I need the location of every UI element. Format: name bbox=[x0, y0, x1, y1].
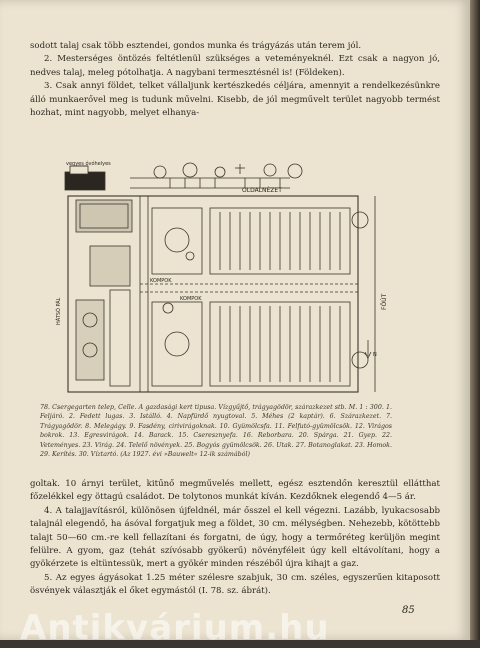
watermark: Antikvárium.hu bbox=[20, 608, 330, 648]
page-number: 85 bbox=[402, 605, 415, 616]
side-view-elevation bbox=[130, 163, 302, 188]
side-view-label: OLDALNÉZET bbox=[242, 187, 282, 194]
upper-beds bbox=[210, 208, 350, 274]
paragraph: 4. A talajjavításról, különösen újfeldnél, már ősszel el kell végezni. Lazább, lyukacsosabb talajnál elegendő, ha ásóval forgatjuk meg a földet, 30 cm. mélységben. Nehezebb, kötöttebb talajt 50—60 cm.-re kell fellazítani és forgatni, de úgy, hogy a termőréteg kerüljön megint felülre. A gyom, gaz (tehát szívósabb gyökerű) növényféleit úgy kell eltávolítani, hogy a gyökérzete is eltüntessük, mert a gyökér minden részéből újra kihajt a gaz. bbox=[30, 505, 440, 570]
front-road-label: FÖÚT bbox=[381, 293, 388, 310]
text-block-bottom bbox=[30, 478, 440, 599]
text-block-top bbox=[30, 40, 440, 120]
lower-beds bbox=[210, 302, 350, 386]
paragraph: goltak. 10 árnyi terület, kitűnő megművelés mellett, egész esztendőn keresztül ellátthat főzelékkel egy öttagú családot. De tolytonos munkát kíván. Kezdőknek elegendő 4—5 ár. bbox=[30, 479, 440, 503]
back-path-label: HÁTSÓ PÁL bbox=[56, 297, 62, 325]
paragraph: sodott talaj csak több esztendei, gondos munka és trágyázás után terem jól. bbox=[30, 41, 362, 51]
paragraph: 5. Az egyes ágyásokat 1.25 méter szélesre szabjuk, 30 cm. széles, egyszerűen kitaposott ösvények választják el őket egymástól (I. 78. sz. ábrát). bbox=[30, 572, 440, 597]
book-spine-edge bbox=[470, 0, 480, 640]
shed-label: vegyes óvóhelyes bbox=[66, 161, 111, 167]
paragraph: 3. Csak annyi földet, telket vállaljunk kertészkedés céljára, amennyit a rendelkezésünkre álló munkaerővel meg is tudunk művelni. Kisebb, de jól megművelt terület nagyobb termést hozhat, mint nagyobb, melyet elhanya- bbox=[30, 81, 440, 119]
compost-label: KOMPOK bbox=[150, 278, 172, 284]
paragraph: 2. Mesterséges öntözés feltétlenül szükséges a veteményeknél. Ezt csak a nagyon jó, nedves talaj, meleg pótolhatja. A nagybani termesztésnél is! (Földeken). bbox=[30, 54, 440, 78]
shed-sketch bbox=[65, 166, 105, 190]
north-label: N bbox=[373, 352, 377, 358]
figure-caption: 78. Csergegarten telep, Celle. A gazdasági kert tipusa. Vízgyűjtő, trágyagödör, szárazkezet stb. M. 1 : 300. 1. Feljáró. 2. Fedett lugas. 3. Istálló. 4. Napfürdő nyugtoval. 5. Méhes (2 kaptár). 6. Szárazkezet. 7. Trágyagödör. 8. Melegágy. 9. Fasdény, cirivirágoknak. 10. Gyümölcsfa. 11. Felfutó-gyümölcsök. 12. Virágos bokrok. 13. Egresvirágok. 14. Barack. 15. Cseresznyefa. 16. Reborbara. 20. Spárga. 21. Gyep. 22. Veteményes. 23. Virág. 24. Telelő növények. 25. Bogyós gyümölcsök. 26. Utak. 27. Botanoglakat. 23. Homok. 29. Kerítés. 30. Víztartó. (Az 1927. évi »Bauwelt« 12-ik számából) bbox=[40, 404, 392, 459]
compost-label: KOMPOK bbox=[180, 296, 202, 302]
garden-plan-drawing bbox=[40, 160, 400, 400]
